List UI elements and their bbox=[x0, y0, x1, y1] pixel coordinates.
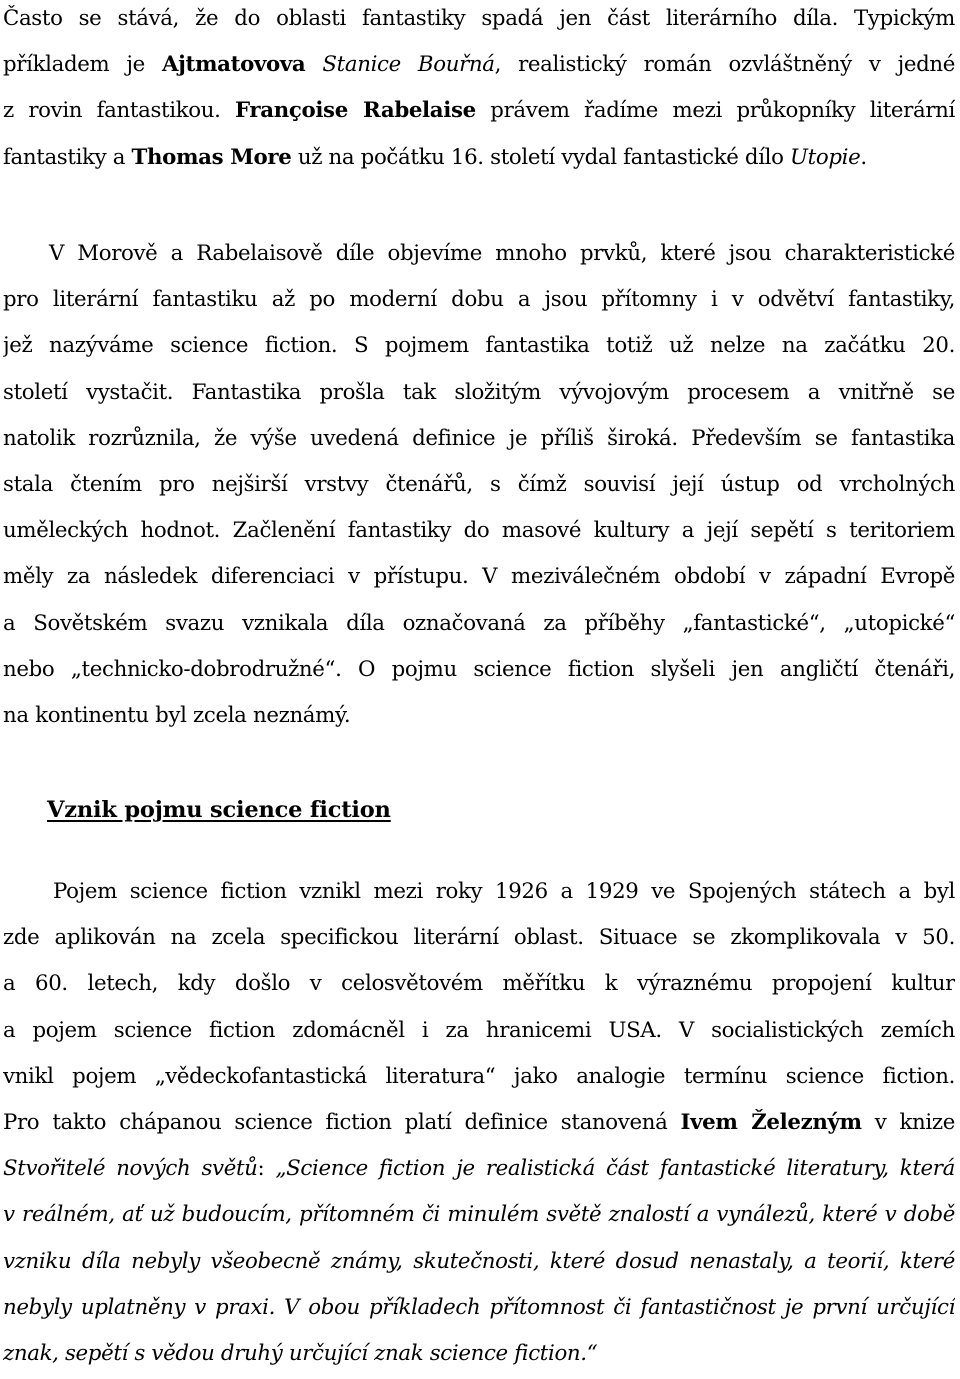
text-line: z rovin fantastikou. Françoise Rabelaise právem řadíme mezi průkopníky literární bbox=[3, 98, 955, 124]
author-name: Thomas More bbox=[131, 144, 292, 170]
text-line: uměleckých hodnot. Začlenění fantastiky do masové kultury a její sepětí s teritoriem bbox=[3, 518, 955, 544]
text-line: Stvořitelé nových světů: „Science fiction je realistická část fantastické literatury, která bbox=[3, 1146, 955, 1192]
text-line: měly za následek diferenciaci v přístupu. V meziválečném období v západní Evropě bbox=[3, 564, 955, 590]
paragraph-definition bbox=[3, 869, 955, 1377]
author-name: Françoise Rabelaise bbox=[235, 98, 476, 124]
text-line: příkladem je Ajtmatovova Stanice Bouřná, realistický román ozvláštněný v jedné bbox=[3, 52, 955, 78]
text-line: pro literární fantastiku až po moderní dobu a jsou přítomny i v odvětví fantastiky, bbox=[3, 287, 955, 313]
text-line: nebo „technicko-dobrodružné“. O pojmu science fiction slyšeli jen angličtí čtenáři, bbox=[3, 656, 955, 682]
book-title: Utopie bbox=[790, 144, 861, 170]
text-line: nebyly uplatněny v praxi. V obou příkladech přítomnost či fantastičnost je první určující bbox=[3, 1294, 955, 1320]
text-line: V Morově a Rabelaisově díle objevíme mnoho prvků, které jsou charakteristické bbox=[49, 241, 955, 266]
text-line: Pro takto chápanou science fiction platí definice stanovená Ivem Železným v knize bbox=[3, 1109, 955, 1135]
text-line: fantastiky a Thomas More už na počátku 16. století vydal fantastické dílo Utopie. bbox=[3, 144, 867, 170]
text-line: Pojem science fiction vznikl mezi roky 1926 a 1929 ve Spojených státech a byl bbox=[53, 879, 955, 904]
text-line: Často se stává, že do oblasti fantastiky spadá jen část literárního díla. Typickým bbox=[3, 6, 955, 31]
text-line: století vystačit. Fantastika prošla tak složitým vývojovým procesem a vnitřně se bbox=[3, 379, 955, 405]
text-line: vnikl pojem „vědeckofantastická literatura“ jako analogie termínu science fiction. bbox=[3, 1063, 955, 1089]
text-line: stala čtením pro nejširší vrstvy čtenářů, s čímž souvisí její ústup od vrcholných bbox=[3, 471, 955, 497]
book-title: Stanice Bouřná bbox=[322, 52, 495, 78]
section-heading: Vznik pojmu science fiction bbox=[47, 797, 391, 823]
book-title: Stvořitelé nových světů bbox=[3, 1156, 258, 1182]
text-line: v reálném, ať už budoucím, přítomném či minulém světě znalostí a vynálezů, které v době bbox=[3, 1202, 955, 1228]
text-line: znak, sepětí s vědou druhý určující znak science fiction.“ bbox=[3, 1340, 598, 1366]
text-line: zde aplikován na zcela specifickou literární oblast. Situace se zkomplikovala v 50. bbox=[3, 925, 955, 951]
author-name: Ajtmatovova bbox=[161, 52, 306, 78]
quotation: „Science fiction je realistická část fantastické literatury, která bbox=[275, 1156, 955, 1182]
text-line: jež nazýváme science fiction. S pojmem fantastika totiž už nelze na začátku 20. bbox=[3, 333, 955, 359]
paragraph-intro bbox=[3, 0, 955, 181]
author-name: Ivem Železným bbox=[680, 1109, 862, 1135]
paragraph-main bbox=[3, 231, 955, 739]
text-line: a Sovětském svazu vznikala díla označovaná za příběhy „fantastické“, „utopické“ bbox=[3, 610, 955, 636]
text-line: vzniku díla nebyly všeobecně známy, skutečnosti, které dosud nenastaly, a teorií, které bbox=[3, 1248, 955, 1274]
text-line: a pojem science fiction zdomácněl i za hranicemi USA. V socialistických zemích bbox=[3, 1017, 955, 1043]
text-line: natolik rozrůznila, že výše uvedená definice je příliš široká. Především se fantastika bbox=[3, 425, 955, 451]
text-line: a 60. letech, kdy došlo v celosvětovém měřítku k výraznému propojení kultur bbox=[3, 971, 955, 997]
text-line: na kontinentu byl zcela neznámý. bbox=[3, 702, 351, 728]
